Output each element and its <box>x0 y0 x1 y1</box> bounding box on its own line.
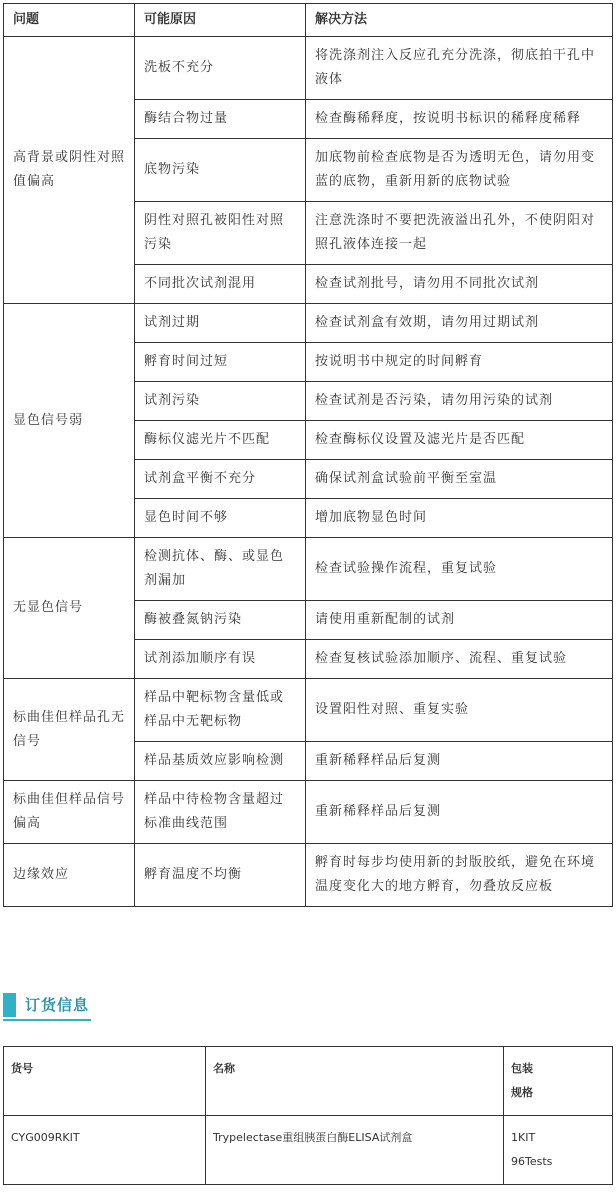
cause-cell: 阴性对照孔被阳性对照污染 <box>135 202 306 265</box>
table-row <box>4 37 613 100</box>
solution-cell: 检查试验操作流程，重复试验 <box>306 538 613 601</box>
solution-cell: 检查试剂是否污染，请勿用污染的试剂 <box>306 382 613 421</box>
header-problem: 问题 <box>4 4 135 37</box>
order-header-row <box>4 1047 613 1116</box>
problem-cell: 高背景或阴性对照值偏高 <box>4 37 135 304</box>
cause-cell: 试剂污染 <box>135 382 306 421</box>
header-name: 名称 <box>206 1047 504 1116</box>
sku-cell: CYG009RKIT <box>4 1116 206 1185</box>
cause-cell: 酶结合物过量 <box>135 100 306 139</box>
solution-cell: 确保试剂盒试验前平衡至室温 <box>306 460 613 499</box>
cause-cell: 酶标仪滤光片不匹配 <box>135 421 306 460</box>
table-row <box>4 1116 613 1185</box>
troubleshooting-header-row <box>4 4 613 37</box>
cause-cell: 孵育时间过短 <box>135 343 306 382</box>
cause-cell: 底物污染 <box>135 139 306 202</box>
solution-cell: 检查试剂盒有效期，请勿用过期试剂 <box>306 304 613 343</box>
spec-cell <box>504 1116 613 1185</box>
solution-cell: 孵育时每步均使用新的封版胶纸，避免在环境温度变化大的地方孵育，勿叠放反应板 <box>306 844 613 907</box>
cause-cell: 酶被叠氮钠污染 <box>135 601 306 640</box>
spec-line1: 1KIT <box>511 1131 536 1144</box>
solution-cell: 注意洗涤时不要把洗液溢出孔外，不使阴阳对照孔液体连接一起 <box>306 202 613 265</box>
header-spec <box>504 1047 613 1116</box>
header-cause: 可能原因 <box>135 4 306 37</box>
solution-cell: 重新稀释样品后复测 <box>306 742 613 781</box>
header-spec-line2: 规格 <box>511 1086 533 1099</box>
troubleshooting-table <box>3 3 613 907</box>
solution-cell: 加底物前检查底物是否为透明无色，请勿用变蓝的底物，重新用新的底物试验 <box>306 139 613 202</box>
problem-cell: 标曲佳但样品孔无信号 <box>4 679 135 781</box>
solution-cell: 检查酶稀释度，按说明书标识的稀释度稀释 <box>306 100 613 139</box>
cause-cell: 试剂添加顺序有误 <box>135 640 306 679</box>
solution-cell: 请使用重新配制的试剂 <box>306 601 613 640</box>
table-row <box>4 679 613 742</box>
order-info-title: 订货信息 <box>25 996 90 1014</box>
cause-cell: 检测抗体、酶、或显色 剂漏加 <box>135 538 306 601</box>
cause-cell: 样品中靶标物含量低或样品中无靶标物 <box>135 679 306 742</box>
product-name-cell: Trypelectase重组胰蛋白酶ELISA试剂盒 <box>206 1116 504 1185</box>
cause-cell: 不同批次试剂混用 <box>135 265 306 304</box>
order-body <box>4 1116 613 1185</box>
problem-cell: 标曲佳但样品信号偏高 <box>4 781 135 844</box>
problem-cell: 无显色信号 <box>4 538 135 679</box>
solution-cell: 按说明书中规定的时间孵育 <box>306 343 613 382</box>
solution-cell: 设置阳性对照、重复实验 <box>306 679 613 742</box>
header-solution: 解决方法 <box>306 4 613 37</box>
cause-cell: 洗板不充分 <box>135 37 306 100</box>
solution-cell: 检查试剂批号，请勿用不同批次试剂 <box>306 265 613 304</box>
table-row <box>4 781 613 844</box>
order-table <box>3 1046 613 1185</box>
table-row <box>4 844 613 907</box>
table-row <box>4 538 613 601</box>
cause-cell: 样品基质效应影响检测 <box>135 742 306 781</box>
solution-cell: 重新稀释样品后复测 <box>306 781 613 844</box>
heading-accent-bar <box>3 993 16 1017</box>
solution-cell: 将洗涤剂注入反应孔充分洗涤，彻底拍干孔中液体 <box>306 37 613 100</box>
cause-cell: 显色时间不够 <box>135 499 306 538</box>
heading-underline <box>3 1019 91 1021</box>
table-row <box>4 304 613 343</box>
cause-cell: 试剂盒平衡不充分 <box>135 460 306 499</box>
solution-cell: 检查复核试验添加顺序、流程、重复试验 <box>306 640 613 679</box>
solution-cell: 增加底物显色时间 <box>306 499 613 538</box>
order-info-heading <box>3 991 133 1021</box>
troubleshooting-body <box>4 37 613 907</box>
problem-cell: 边缘效应 <box>4 844 135 907</box>
cause-cell: 试剂过期 <box>135 304 306 343</box>
header-spec-line1: 包装 <box>511 1062 533 1075</box>
cause-cell: 样品中待检物含量超过标准曲线范围 <box>135 781 306 844</box>
problem-cell: 显色信号弱 <box>4 304 135 538</box>
spec-line2: 96Tests <box>511 1155 553 1168</box>
solution-cell: 检查酶标仪设置及滤光片是否匹配 <box>306 421 613 460</box>
cause-cell: 孵育温度不均衡 <box>135 844 306 907</box>
header-sku: 货号 <box>4 1047 206 1116</box>
